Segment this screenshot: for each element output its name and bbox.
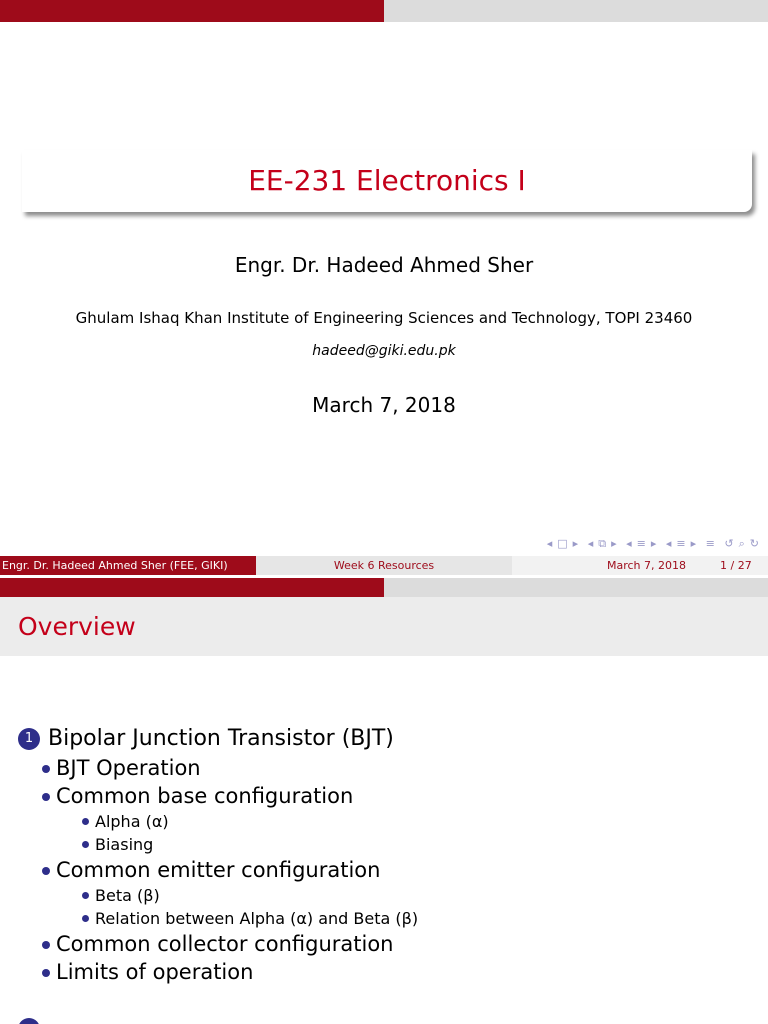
nav-document-icon[interactable]: ≡: [705, 537, 716, 550]
header-bar-left: [0, 578, 384, 597]
section-number-badge: 1: [18, 728, 40, 750]
nav-search-icon[interactable]: ⌕: [738, 537, 746, 550]
toc-subsection[interactable]: [18, 958, 418, 986]
nav-subsection-icon[interactable]: ≡: [636, 537, 647, 550]
overview-slide: [0, 578, 768, 1024]
frame-title: Overview: [18, 612, 136, 641]
bullet-icon: [42, 793, 50, 801]
bullet-icon: [42, 969, 50, 977]
toc-subsection[interactable]: [18, 754, 418, 782]
nav-next-section-icon[interactable]: ▸: [690, 537, 698, 550]
nav-prev-subsection-icon[interactable]: ◂: [626, 537, 633, 550]
footer-title: Week 6 Resources: [256, 556, 512, 575]
title-box: [22, 150, 752, 212]
next-section-badge: [18, 1018, 40, 1024]
subsection-label: Common collector configuration: [56, 932, 394, 956]
nav-next-frame-icon[interactable]: ▸: [611, 537, 618, 550]
header-bar-left: [0, 0, 384, 22]
footer-page-number: 1 / 27: [720, 559, 752, 572]
subsection-label: Limits of operation: [56, 960, 254, 984]
bullet-icon: [82, 841, 89, 848]
institute-name: Ghulam Ishaq Khan Institute of Engineering Sciences and Technology, TOPI 23460: [75, 309, 693, 327]
author-name: Engr. Dr. Hadeed Ahmed Sher: [234, 253, 534, 277]
subsection-label: BJT Operation: [56, 756, 201, 780]
toc-subsubsection[interactable]: [18, 833, 418, 856]
presentation-date: March 7, 2018: [312, 393, 456, 417]
subsubsection-label: Alpha (α): [95, 812, 169, 831]
footer-date: March 7, 2018: [607, 559, 687, 572]
header-bar-right: [384, 578, 768, 597]
nav-prev-frame-icon[interactable]: ◂: [587, 537, 595, 550]
footer-author: Engr. Dr. Hadeed Ahmed Sher (FEE, GIKI): [0, 556, 256, 575]
toc-subsection[interactable]: [18, 782, 418, 810]
nav-forward-icon[interactable]: ↻: [749, 537, 760, 550]
nav-section-icon[interactable]: ≡: [676, 537, 687, 550]
subsubsection-label: Relation between Alpha (α) and Beta (β): [95, 909, 419, 928]
beamer-navigation-symbols[interactable]: [543, 537, 760, 551]
toc-subsubsection[interactable]: [18, 810, 418, 833]
bullet-icon: [82, 915, 89, 922]
nav-next-subsection-icon[interactable]: ▸: [650, 537, 658, 550]
bullet-icon: [82, 818, 89, 825]
presentation-title: EE-231 Electronics I: [248, 164, 526, 197]
subsection-label: Common base configuration: [56, 784, 354, 808]
subsubsection-label: Beta (β): [95, 886, 160, 905]
bullet-icon: [82, 892, 89, 899]
header-bar-right: [384, 0, 768, 22]
toc-subsubsection[interactable]: [18, 907, 418, 930]
nav-next-slide-icon[interactable]: ▸: [572, 537, 580, 550]
section-title: Bipolar Junction Transistor (BJT): [48, 726, 394, 751]
slide-footer: [0, 556, 768, 575]
bullet-icon: [42, 867, 50, 875]
nav-frame-icon[interactable]: ⧉: [598, 537, 608, 550]
table-of-contents: [18, 724, 418, 986]
toc-section[interactable]: [18, 724, 418, 754]
bullet-icon: [42, 765, 50, 773]
nav-back-icon[interactable]: ↺: [724, 537, 735, 550]
subsubsection-label: Biasing: [95, 835, 154, 854]
nav-prev-slide-icon[interactable]: ◂: [546, 537, 554, 550]
nav-prev-section-icon[interactable]: ◂: [665, 537, 673, 550]
frame-title-bar: [0, 597, 768, 656]
toc-subsection[interactable]: [18, 930, 418, 958]
toc-subsubsection[interactable]: [18, 884, 418, 907]
nav-slide-icon[interactable]: □: [557, 537, 569, 550]
toc-subsection[interactable]: [18, 856, 418, 884]
subsection-label: Common emitter configuration: [56, 858, 381, 882]
bullet-icon: [42, 941, 50, 949]
footer-right: [512, 556, 768, 575]
author-email: hadeed@giki.edu.pk: [312, 343, 456, 359]
